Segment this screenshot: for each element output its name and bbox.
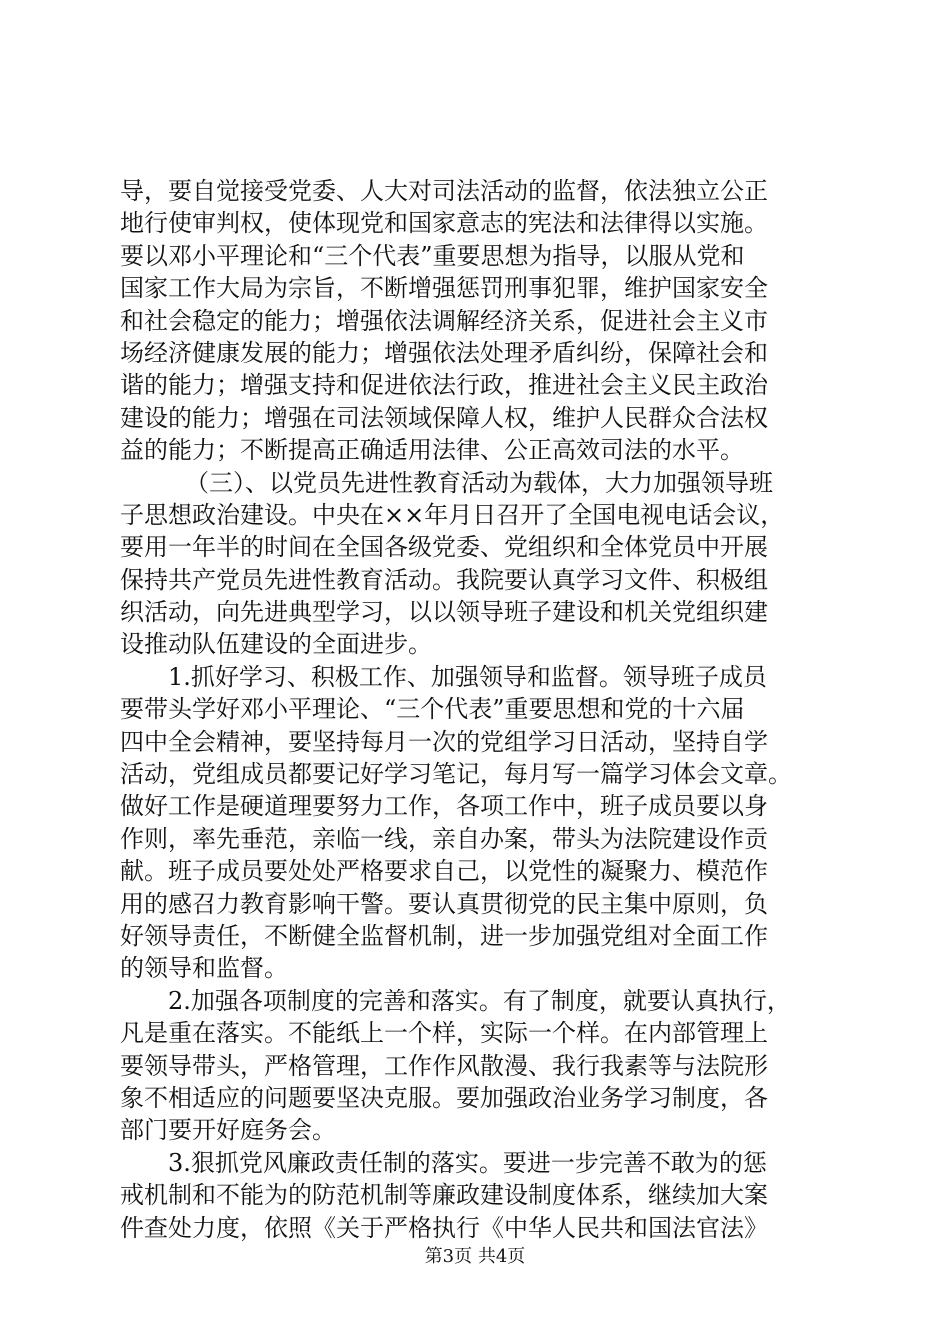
text-line: 象不相适应的问题要坚决克服。要加强政治业务学习制度，各 [120, 1083, 768, 1112]
numbered-item-line: 3.狠抓党风廉政责任制的落实。要进一步完善不敢为的惩 [168, 1148, 767, 1177]
text-line: 要带头学好邓小平理论、“三个代表”重要思想和党的十六届 [120, 695, 745, 724]
text-line: 好领导责任，不断健全监督机制，进一步加强党组对全面工作 [120, 921, 768, 950]
text-line: 益的能力；不断提高正确适用法律、公正高效司法的水平。 [120, 436, 744, 465]
text-line: 献。班子成员要处处严格要求自己，以党性的凝聚力、模范作 [120, 857, 768, 886]
numbered-item-line: 1.抓好学习、积极工作、加强领导和监督。领导班子成员 [168, 662, 767, 691]
text-line: 四中全会精神，要坚持每月一次的党组学习日活动，坚持自学 [120, 727, 768, 756]
text-line: 保持共产党员先进性教育活动。我院要认真学习文件、积极组 [120, 565, 768, 594]
text-line: 凡是重在落实。不能纸上一个样，实际一个样。在内部管理上 [120, 1019, 768, 1048]
page-number-footer: 第3页 共4页 [424, 1246, 526, 1267]
text-line: 活动，党组成员都要记好学习笔记，每月写一篇学习体会文章。 [120, 760, 792, 789]
text-line: 谐的能力；增强支持和促进依法行政，推进社会主义民主政治 [120, 371, 768, 400]
numbered-item-line: 2.加强各项制度的完善和落实。有了制度，就要认真执行， [168, 986, 791, 1015]
text-line: 要用一年半的时间在全国各级党委、党组织和全体党员中开展 [120, 533, 768, 562]
text-line: 的领导和监督。 [120, 954, 288, 983]
text-line: 要领导带头，严格管理，工作作风散漫、我行我素等与法院形 [120, 1051, 768, 1080]
text-line: 地行使审判权，使体现党和国家意志的宪法和法律得以实施。 [120, 209, 768, 238]
text-line: 建设的能力；增强在司法领域保障人权，维护人民群众合法权 [120, 403, 768, 432]
text-line: 设推动队伍建设的全面进步。 [120, 630, 432, 659]
document-body [120, 175, 840, 1244]
text-line: 子思想政治建设。中央在××年月日召开了全国电视电话会议， [120, 500, 785, 529]
text-line: 国家工作大局为宗旨，不断增强惩罚刑事犯罪，维护国家安全 [120, 274, 768, 303]
text-line: 织活动，向先进典型学习，以以领导班子建设和机关党组织建 [120, 598, 768, 627]
text-line: 要以邓小平理论和“三个代表”重要思想为指导，以服从党和 [120, 241, 745, 270]
text-line: 导，要自觉接受党委、人大对司法活动的监督，依法独立公正 [120, 177, 768, 205]
text-line: 作则，率先垂范，亲临一线，亲自办案，带头为法院建设作贡 [120, 824, 768, 853]
text-line: 部门要开好庭务会。 [120, 1116, 336, 1145]
text-line: 件查处力度，依照《关于严格执行《中华人民共和国法官法》 [120, 1213, 768, 1242]
text-line: 做好工作是硬道理要努力工作，各项工作中，班子成员要以身 [120, 792, 768, 821]
text-line: 场经济健康发展的能力；增强依法处理矛盾纠纷，保障社会和 [120, 338, 768, 367]
text-line: 戒机制和不能为的防范机制等廉政建设制度体系，继续加大案 [120, 1181, 768, 1210]
text-line: 用的感召力教育影响干警。要认真贯彻党的民主集中原则，负 [120, 889, 768, 918]
section-heading-line: （三）、以党员先进性教育活动为载体，大力加强领导班 [185, 468, 773, 497]
text-line: 和社会稳定的能力；增强依法调解经济关系，促进社会主义市 [120, 306, 768, 335]
